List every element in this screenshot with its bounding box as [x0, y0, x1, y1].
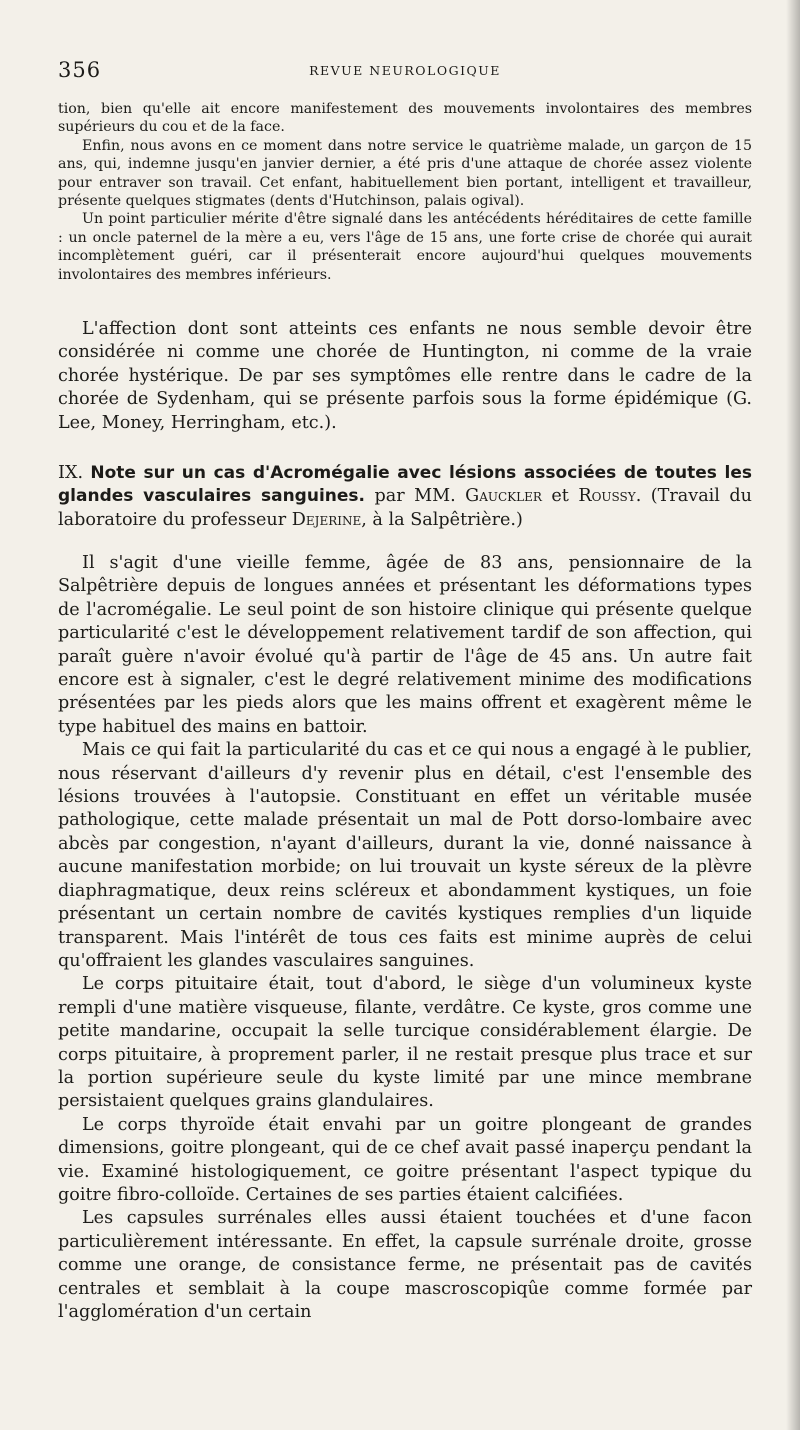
running-title: REVUE NEUROLOGIQUE	[309, 63, 501, 78]
section-by: par MM.	[374, 486, 456, 507]
page-number: 356	[58, 58, 102, 82]
body-paragraph: Le corps pituitaire était, tout d'abord, le siège d'un volumineux kyste rempli d'une matière visqueuse, filante, verdâtre. Ce kyste, gros comme une petite mandarine, occupait la selle turcique considérablement élargie. De corps pituitaire, à proprement parler, il ne restait presque plus trace et sur la portion supérieure seule du kyste limité par une mince membrane persistaient quelques grains glandulaires.	[58, 974, 752, 1112]
body-paragraph: Les capsules surrénales elles aussi étaient touchées et d'une facon particulièrement intéressante. En effet, la capsule surrénale droite, grosse comme une orange, de consistance ferme, ne présentait pas de cavités centrales et semblait à la coupe mascroscopiqûe comme formée par l'agglomération d'un certain	[58, 1208, 752, 1322]
small-paragraph: Enfin, nous avons en ce moment dans notre service le quatrième malade, un garçon de 15 ans, qui, indemne jusqu'en janvier dernier, a été pris d'une attaque de chorée assez violente pour entraver son travail. Cet enfant, habituellement bien portant, intelligent et travailleur, présente quelques stigmates (dents d'Hutchinson, palais ogival).	[58, 137, 752, 210]
author-name: Roussy	[578, 486, 636, 507]
section-heading-line	[58, 462, 752, 532]
section-and: et	[551, 486, 569, 507]
small-paragraph: tion, bien qu'elle ait encore manifestement des mouvements involontaires des membres supérieurs du cou et de la face.	[58, 101, 752, 136]
section-title: Note sur un cas d'Acromégalie avec lésions associées de toutes les glandes vasculaires sanguines.	[58, 463, 753, 507]
work-place: , à la Salpêtrière.)	[361, 509, 523, 530]
professor-name: Dejerine	[291, 509, 362, 530]
small-print-section	[58, 100, 752, 284]
section-number: IX.	[58, 463, 84, 483]
page-edge-shadow	[786, 0, 800, 1430]
conclusion-section	[58, 318, 752, 435]
conclusion-paragraph: L'affection dont sont atteints ces enfants ne nous semble devoir être considérée ni comme une chorée de Huntington, ni comme de la vraie chorée hystérique. De par ses symptômes elle rentre dans le cadre de la chorée de Sydenham, qui se présente parfois sous la forme épidémique (G. Lee, Money, Herringham, etc.).	[58, 319, 752, 433]
section-heading	[58, 462, 752, 532]
work-intro: . (Travail du laboratoire du professeur	[58, 486, 752, 530]
article-body	[58, 552, 752, 1324]
body-paragraph: Mais ce qui fait la particularité du cas et ce qui nous a engagé à le publier, nous réservant d'ailleurs d'y revenir plus en détail, c'est l'ensemble des lésions trouvées à l'autopsie. Constituant en effet un véritable musée pathologique, cette malade présentait un mal de Pott dorso-lombaire avec abcès par congestion, n'ayant d'ailleurs, durant la vie, donné naissance à aucune manifestation morbide; on lui trouvait un kyste séreux de la plèvre diaphragmatique, deux reins scléreux et abondamment kystiques, un foie présentant un certain nombre de cavités kystiques remplies d'un liquide transparent. Mais l'intérêt de tous ces faits est minime auprès de celui qu'offraient les glandes vasculaires sanguines.	[58, 740, 752, 971]
body-paragraph: Il s'agit d'une vieille femme, âgée de 83 ans, pensionnaire de la Salpêtrière depuis de longues années et présentant les déformations types de l'acromégalie. Le seul point de son histoire clinique qui présente quelque particularité c'est le développement relativement tardif de son affection, qui paraît guère n'avoir évolué qu'à partir de l'âge de 45 ans. Un autre fait encore est à signaler, c'est le degré relativement minime des modifications présentées par les pieds alors que les mains offrent et exagèrent même le type habituel des mains en battoir.	[58, 553, 752, 737]
page-header	[58, 58, 752, 82]
small-paragraph: Un point particulier mérite d'être signalé dans les antécédents héréditaires de cette famille : un oncle paternel de la mère a eu, vers l'âge de 15 ans, une forte crise de chorée qui aurait incomplètement guéri, car il présenterait encore aujourd'hui quelques mouvements involontaires des membres inférieurs.	[58, 211, 752, 283]
body-paragraph: Le corps thyroïde était envahi par un goitre plongeant de grandes dimensions, goitre plongeant, qui de ce chef avait passé inaperçu pendant la vie. Examiné histologiquement, ce goitre présentant l'aspect typique du goitre fibro-colloïde. Certaines de ses parties étaient calcifiées.	[58, 1114, 752, 1205]
author-name: Gauckler	[465, 486, 542, 507]
